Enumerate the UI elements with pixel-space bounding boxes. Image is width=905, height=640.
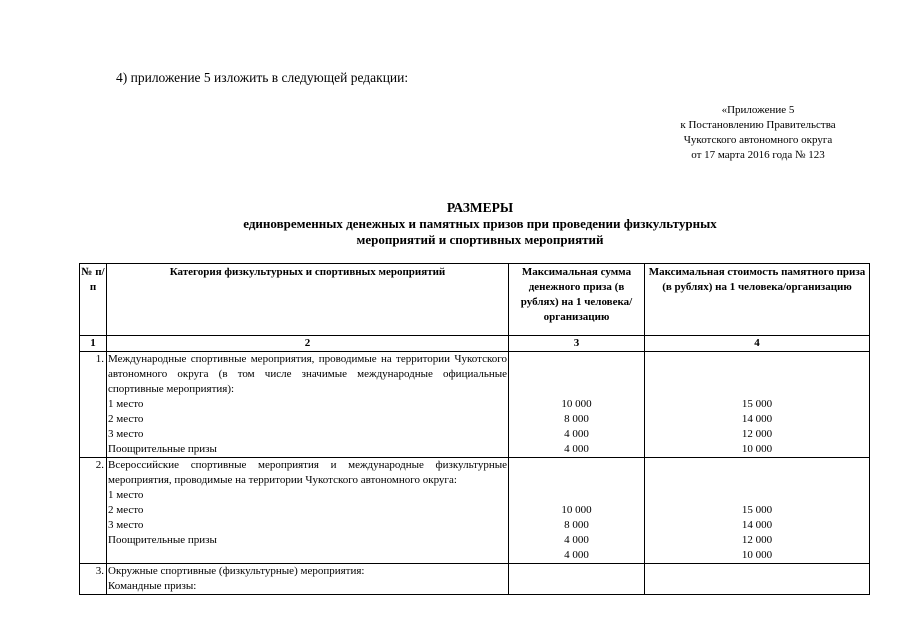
prize-label: 1 место — [108, 398, 144, 410]
row-description — [107, 352, 509, 458]
appendix-line-4: от 17 марта 2016 года № 123 — [691, 149, 825, 161]
header-money-prize: Максимальная сумма денежного приза (в рублях) на 1 человека/организацию — [509, 264, 645, 336]
title-heading: РАЗМЕРЫ — [446, 200, 514, 215]
prize-label: 2 место — [108, 504, 144, 516]
table-row — [80, 564, 870, 595]
row-number: 2. — [95, 459, 104, 471]
appendix-line-3: Чукотского автономного округа — [683, 134, 833, 146]
row-description — [107, 564, 509, 595]
money-value: 4 000 — [564, 534, 589, 546]
header-category: Категория физкультурных и спортивных мероприятий — [107, 264, 509, 336]
title-subtitle-2: мероприятий и спортивных мероприятий — [356, 232, 604, 247]
document-title — [100, 200, 860, 248]
header-number: № п/п — [80, 264, 107, 336]
memorial-value: 14 000 — [741, 413, 773, 425]
memorial-value: 14 000 — [741, 519, 773, 531]
money-value: 8 000 — [564, 413, 589, 425]
table-header-row — [80, 264, 870, 336]
memorial-values — [645, 458, 870, 564]
column-number: 4 — [645, 336, 870, 352]
money-values — [509, 458, 645, 564]
money-values — [509, 564, 645, 595]
memorial-values — [645, 564, 870, 595]
appendix-line-2: к Постановлению Правительства — [680, 119, 836, 131]
memorial-values — [645, 352, 870, 458]
money-values — [509, 352, 645, 458]
money-value: 8 000 — [564, 519, 589, 531]
appendix-line-1: «Приложение 5 — [721, 104, 795, 116]
prizes-table — [79, 263, 870, 595]
appendix-note — [640, 103, 876, 163]
money-value: 4 000 — [564, 443, 589, 455]
title-subtitle-1: единовременных денежных и памятных призов при проведении физкультурных — [243, 216, 717, 231]
money-value: 4 000 — [564, 428, 589, 440]
column-numbers-row — [80, 336, 870, 352]
column-number: 3 — [509, 336, 645, 352]
memorial-value: 10 000 — [741, 549, 773, 561]
prize-label: 2 место — [108, 413, 144, 425]
memorial-value: 15 000 — [741, 398, 773, 410]
money-value: 10 000 — [561, 504, 592, 516]
header-memorial-prize: Максимальная стоимость памятного приза (в рублях) на 1 человека/организацию — [645, 264, 870, 336]
prize-label: 1 место — [108, 489, 144, 501]
prize-label: Командные призы: — [108, 580, 197, 592]
intro-text: 4) приложение 5 изложить в следующей редакции: — [116, 70, 409, 85]
column-number: 1 — [80, 336, 107, 352]
table-row — [80, 352, 870, 458]
table-row — [80, 458, 870, 564]
memorial-value: 12 000 — [741, 534, 773, 546]
column-number: 2 — [107, 336, 509, 352]
row-description — [107, 458, 509, 564]
row-category-text: Окружные спортивные (физкультурные) мероприятия: — [108, 565, 365, 577]
memorial-value: 15 000 — [741, 504, 773, 516]
money-value: 4 000 — [564, 549, 589, 561]
memorial-value: 10 000 — [741, 443, 773, 455]
row-number: 3. — [95, 565, 104, 577]
row-category-text: Всероссийские спортивные мероприятия и международные физкультурные мероприятия, проводимые на территории Чукотского автономного округа: — [108, 459, 507, 486]
prize-label: Поощрительные призы — [108, 534, 217, 546]
row-category-text: Международные спортивные мероприятия, проводимые на территории Чукотского автономного округа (в том числе значимые международные официальные спортивные мероприятия): — [108, 353, 507, 395]
row-number: 1. — [95, 353, 104, 365]
memorial-value: 12 000 — [741, 428, 773, 440]
money-value: 10 000 — [561, 398, 592, 410]
prize-label: Поощрительные призы — [108, 443, 217, 455]
prize-label: 3 место — [108, 428, 144, 440]
prize-label: 3 место — [108, 519, 144, 531]
